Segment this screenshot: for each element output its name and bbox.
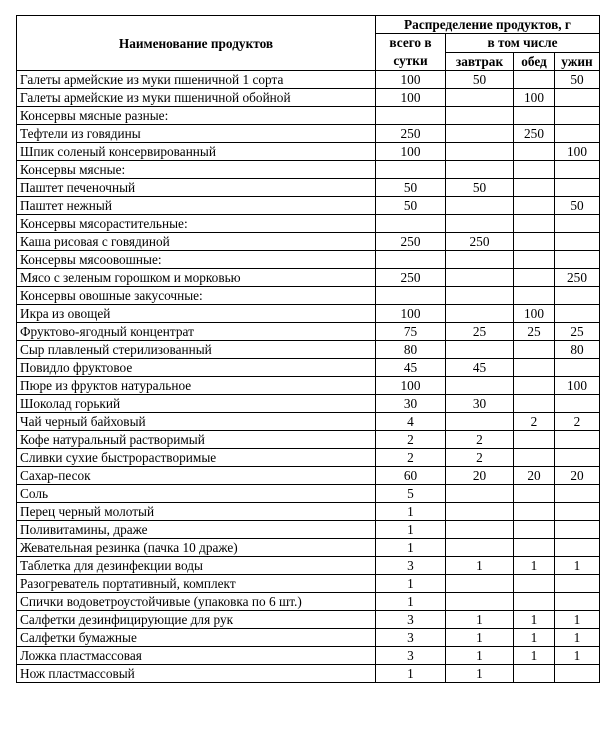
table-row — [17, 521, 600, 539]
breakfast-cell — [446, 215, 514, 233]
total-cell: 50 — [376, 179, 446, 197]
lunch-cell — [514, 665, 555, 683]
total-cell: 3 — [376, 629, 446, 647]
product-name-cell: Салфетки дезинфицирующие для рук — [17, 611, 376, 629]
lunch-cell: 1 — [514, 647, 555, 665]
dinner-cell: 1 — [555, 611, 600, 629]
lunch-cell — [514, 143, 555, 161]
header-total-line2: сутки — [393, 53, 428, 68]
product-name-cell: Сахар-песок — [17, 467, 376, 485]
total-cell: 60 — [376, 467, 446, 485]
dinner-cell — [555, 395, 600, 413]
dinner-cell — [555, 161, 600, 179]
table-row — [17, 215, 600, 233]
table-row — [17, 449, 600, 467]
lunch-cell: 1 — [514, 557, 555, 575]
dinner-cell: 100 — [555, 143, 600, 161]
dinner-cell: 1 — [555, 629, 600, 647]
product-name-cell: Повидло фруктовое — [17, 359, 376, 377]
table-row — [17, 323, 600, 341]
table-row — [17, 341, 600, 359]
total-cell: 100 — [376, 377, 446, 395]
lunch-cell: 250 — [514, 125, 555, 143]
breakfast-cell — [446, 125, 514, 143]
breakfast-cell: 1 — [446, 629, 514, 647]
total-cell: 1 — [376, 593, 446, 611]
product-name-cell: Соль — [17, 485, 376, 503]
breakfast-cell: 1 — [446, 611, 514, 629]
total-cell — [376, 251, 446, 269]
total-cell — [376, 287, 446, 305]
header-dinner: ужин — [555, 52, 600, 71]
dinner-cell: 2 — [555, 413, 600, 431]
product-name-cell: Перец черный молотый — [17, 503, 376, 521]
product-name-cell: Фруктово-ягодный концентрат — [17, 323, 376, 341]
dinner-cell — [555, 539, 600, 557]
dinner-cell — [555, 287, 600, 305]
breakfast-cell — [446, 521, 514, 539]
dinner-cell — [555, 125, 600, 143]
table-row — [17, 575, 600, 593]
lunch-cell — [514, 233, 555, 251]
total-cell: 75 — [376, 323, 446, 341]
product-name-cell: Паштет печеночный — [17, 179, 376, 197]
product-name-cell: Мясо с зеленым горошком и морковью — [17, 269, 376, 287]
breakfast-cell — [446, 593, 514, 611]
lunch-cell: 25 — [514, 323, 555, 341]
table-row — [17, 125, 600, 143]
product-name-cell: Икра из овощей — [17, 305, 376, 323]
total-cell: 100 — [376, 305, 446, 323]
products-distribution-table — [16, 15, 600, 683]
total-cell: 50 — [376, 197, 446, 215]
total-cell: 5 — [376, 485, 446, 503]
dinner-cell — [555, 305, 600, 323]
lunch-cell — [514, 287, 555, 305]
breakfast-cell: 30 — [446, 395, 514, 413]
breakfast-cell: 1 — [446, 665, 514, 683]
dinner-cell — [555, 251, 600, 269]
dinner-cell — [555, 233, 600, 251]
table-row — [17, 71, 600, 89]
dinner-cell — [555, 665, 600, 683]
total-cell: 250 — [376, 269, 446, 287]
lunch-cell: 100 — [514, 305, 555, 323]
breakfast-cell — [446, 161, 514, 179]
table-body — [17, 71, 600, 683]
breakfast-cell — [446, 341, 514, 359]
table-row — [17, 143, 600, 161]
lunch-cell — [514, 395, 555, 413]
product-name-cell: Консервы мясоовошные: — [17, 251, 376, 269]
dinner-cell — [555, 107, 600, 125]
lunch-cell — [514, 593, 555, 611]
total-cell: 1 — [376, 539, 446, 557]
dinner-cell — [555, 575, 600, 593]
table-row — [17, 233, 600, 251]
lunch-cell — [514, 539, 555, 557]
header-breakfast: завтрак — [446, 52, 514, 71]
total-cell: 250 — [376, 233, 446, 251]
total-cell: 2 — [376, 431, 446, 449]
breakfast-cell — [446, 539, 514, 557]
product-name-cell: Ложка пластмассовая — [17, 647, 376, 665]
table-row — [17, 467, 600, 485]
header-total-per-day — [376, 34, 446, 71]
breakfast-cell: 2 — [446, 431, 514, 449]
breakfast-cell — [446, 107, 514, 125]
product-name-cell: Поливитамины, драже — [17, 521, 376, 539]
dinner-cell — [555, 215, 600, 233]
product-name-cell: Каша рисовая с говядиной — [17, 233, 376, 251]
dinner-cell — [555, 485, 600, 503]
dinner-cell: 50 — [555, 71, 600, 89]
table-row — [17, 197, 600, 215]
dinner-cell: 80 — [555, 341, 600, 359]
dinner-cell — [555, 359, 600, 377]
table-row — [17, 485, 600, 503]
breakfast-cell: 2 — [446, 449, 514, 467]
table-row — [17, 557, 600, 575]
product-name-cell: Галеты армейские из муки пшеничной 1 сорта — [17, 71, 376, 89]
total-cell: 2 — [376, 449, 446, 467]
table-row — [17, 629, 600, 647]
breakfast-cell: 1 — [446, 557, 514, 575]
lunch-cell — [514, 359, 555, 377]
lunch-cell — [514, 449, 555, 467]
breakfast-cell — [446, 197, 514, 215]
table-row — [17, 287, 600, 305]
lunch-cell — [514, 521, 555, 539]
product-name-cell: Шпик соленый консервированный — [17, 143, 376, 161]
header-lunch: обед — [514, 52, 555, 71]
product-name-cell: Паштет нежный — [17, 197, 376, 215]
total-cell: 3 — [376, 647, 446, 665]
breakfast-cell: 20 — [446, 467, 514, 485]
lunch-cell — [514, 269, 555, 287]
dinner-cell: 250 — [555, 269, 600, 287]
dinner-cell — [555, 179, 600, 197]
breakfast-cell: 50 — [446, 71, 514, 89]
lunch-cell — [514, 503, 555, 521]
breakfast-cell — [446, 413, 514, 431]
product-name-cell: Жевательная резинка (пачка 10 драже) — [17, 539, 376, 557]
table-row — [17, 305, 600, 323]
total-cell: 45 — [376, 359, 446, 377]
dinner-cell — [555, 449, 600, 467]
breakfast-cell: 250 — [446, 233, 514, 251]
table-row — [17, 665, 600, 683]
total-cell: 100 — [376, 71, 446, 89]
total-cell: 3 — [376, 611, 446, 629]
breakfast-cell — [446, 269, 514, 287]
product-name-cell: Сыр плавленый стерилизованный — [17, 341, 376, 359]
breakfast-cell: 25 — [446, 323, 514, 341]
breakfast-cell — [446, 89, 514, 107]
breakfast-cell: 1 — [446, 647, 514, 665]
total-cell: 3 — [376, 557, 446, 575]
lunch-cell — [514, 485, 555, 503]
table-row — [17, 431, 600, 449]
table-row — [17, 593, 600, 611]
lunch-cell — [514, 251, 555, 269]
breakfast-cell — [446, 251, 514, 269]
total-cell: 100 — [376, 143, 446, 161]
lunch-cell — [514, 341, 555, 359]
header-including: в том числе — [446, 34, 600, 53]
breakfast-cell — [446, 485, 514, 503]
dinner-cell — [555, 89, 600, 107]
total-cell: 100 — [376, 89, 446, 107]
table-row — [17, 395, 600, 413]
dinner-cell: 50 — [555, 197, 600, 215]
lunch-cell: 100 — [514, 89, 555, 107]
header-distribution: Распределение продуктов, г — [376, 16, 600, 34]
product-name-cell: Пюре из фруктов натуральное — [17, 377, 376, 395]
table-row — [17, 647, 600, 665]
product-name-cell: Салфетки бумажные — [17, 629, 376, 647]
breakfast-cell — [446, 305, 514, 323]
dinner-cell — [555, 521, 600, 539]
table-row — [17, 269, 600, 287]
lunch-cell: 1 — [514, 611, 555, 629]
table-row — [17, 377, 600, 395]
table-row — [17, 179, 600, 197]
breakfast-cell — [446, 575, 514, 593]
product-name-cell: Галеты армейские из муки пшеничной обойной — [17, 89, 376, 107]
lunch-cell: 1 — [514, 629, 555, 647]
product-name-cell: Консервы мясные разные: — [17, 107, 376, 125]
header-total-line1: всего в — [389, 35, 432, 50]
total-cell: 250 — [376, 125, 446, 143]
table-row — [17, 503, 600, 521]
dinner-cell: 20 — [555, 467, 600, 485]
total-cell: 4 — [376, 413, 446, 431]
lunch-cell: 2 — [514, 413, 555, 431]
product-name-cell: Нож пластмассовый — [17, 665, 376, 683]
dinner-cell — [555, 431, 600, 449]
lunch-cell — [514, 575, 555, 593]
lunch-cell — [514, 377, 555, 395]
total-cell: 1 — [376, 575, 446, 593]
product-name-cell: Шоколад горький — [17, 395, 376, 413]
dinner-cell: 1 — [555, 557, 600, 575]
total-cell: 80 — [376, 341, 446, 359]
lunch-cell: 20 — [514, 467, 555, 485]
product-name-cell: Тефтели из говядины — [17, 125, 376, 143]
breakfast-cell — [446, 377, 514, 395]
dinner-cell: 1 — [555, 647, 600, 665]
table-row — [17, 89, 600, 107]
dinner-cell — [555, 593, 600, 611]
dinner-cell — [555, 503, 600, 521]
table-row — [17, 161, 600, 179]
total-cell: 1 — [376, 521, 446, 539]
breakfast-cell: 50 — [446, 179, 514, 197]
breakfast-cell — [446, 287, 514, 305]
total-cell: 1 — [376, 503, 446, 521]
total-cell: 1 — [376, 665, 446, 683]
product-name-cell: Сливки сухие быстрорастворимые — [17, 449, 376, 467]
breakfast-cell: 45 — [446, 359, 514, 377]
product-name-cell: Спички водоветроустойчивые (упаковка по 6 шт.) — [17, 593, 376, 611]
header-product-name: Наименование продуктов — [17, 16, 376, 71]
table-row — [17, 359, 600, 377]
table-row — [17, 413, 600, 431]
table-row — [17, 611, 600, 629]
breakfast-cell — [446, 503, 514, 521]
product-name-cell: Кофе натуральный растворимый — [17, 431, 376, 449]
dinner-cell: 100 — [555, 377, 600, 395]
product-name-cell: Консервы овошные закусочные: — [17, 287, 376, 305]
lunch-cell — [514, 71, 555, 89]
table-row — [17, 251, 600, 269]
total-cell: 30 — [376, 395, 446, 413]
product-name-cell: Чай черный байховый — [17, 413, 376, 431]
table-header — [17, 16, 600, 71]
dinner-cell: 25 — [555, 323, 600, 341]
lunch-cell — [514, 215, 555, 233]
breakfast-cell — [446, 143, 514, 161]
lunch-cell — [514, 431, 555, 449]
total-cell — [376, 161, 446, 179]
product-name-cell: Консервы мясные: — [17, 161, 376, 179]
product-name-cell: Разогреватель портативный, комплект — [17, 575, 376, 593]
total-cell — [376, 107, 446, 125]
lunch-cell — [514, 161, 555, 179]
lunch-cell — [514, 179, 555, 197]
table-row — [17, 539, 600, 557]
lunch-cell — [514, 107, 555, 125]
table-row — [17, 107, 600, 125]
total-cell — [376, 215, 446, 233]
lunch-cell — [514, 197, 555, 215]
product-name-cell: Таблетка для дезинфекции воды — [17, 557, 376, 575]
product-name-cell: Консервы мясорастительные: — [17, 215, 376, 233]
